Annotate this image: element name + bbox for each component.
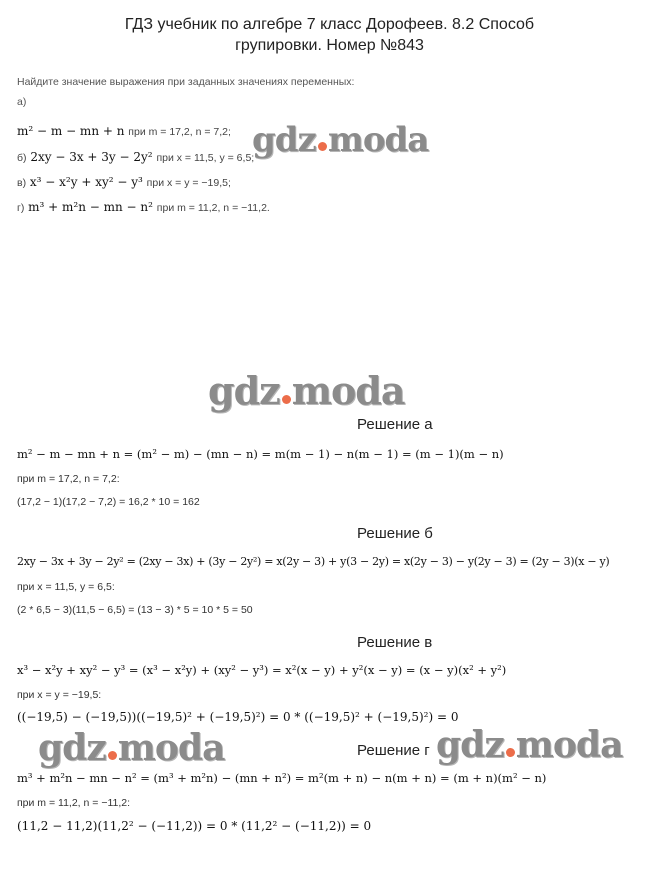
watermark-dot-icon xyxy=(506,748,515,757)
solution-a-cond: при m = 17,2, n = 7,2: xyxy=(17,473,120,485)
solution-c-cond: при x = y = −19,5: xyxy=(17,689,102,701)
task-d xyxy=(17,200,270,214)
solution-b-calc: (2 * 6,5 − 3)(11,5 − 6,5) = (13 − 3) * 5 = 10 * 5 = 50 xyxy=(17,604,253,616)
watermark-dot-icon xyxy=(318,142,327,151)
task-b-cond: при x = 11,5, y = 6,5; xyxy=(156,152,255,164)
solution-a-heading: Решение а xyxy=(357,416,433,433)
page-title xyxy=(0,14,659,56)
watermark-dot-icon xyxy=(108,751,117,760)
solution-d-cond: при m = 11,2, n = −11,2: xyxy=(17,797,131,809)
task-c-cond: при x = y = −19,5; xyxy=(146,177,231,189)
task-b-label: б) xyxy=(17,152,27,164)
task-a xyxy=(17,124,231,138)
task-a-expr: m² − m − mn + n xyxy=(17,124,125,138)
task-d-expr: m³ + m²n − mn − n² xyxy=(28,200,153,214)
solution-a-expr: m² − m − mn + n = (m² − m) − (mn − n) = m(m − 1) − n(m − 1) = (m − 1)(m − n) xyxy=(17,447,504,461)
task-c-label: в) xyxy=(17,177,27,189)
watermark-logo: gdz moda xyxy=(252,120,429,160)
solution-b-cond: при x = 11,5, y = 6,5: xyxy=(17,581,115,593)
task-c-expr: x³ − x²y + xy² − y³ xyxy=(29,175,143,189)
watermark-dot-icon xyxy=(282,395,291,404)
task-b xyxy=(17,150,254,164)
task-d-label: г) xyxy=(17,202,25,214)
task-d-cond: при m = 11,2, n = −11,2. xyxy=(156,202,270,214)
solution-c-calc: ((−19,5) − (−19,5))((−19,5)² + (−19,5)²) = 0 * ((−19,5)² + (−19,5)²) = 0 xyxy=(17,710,459,724)
solution-b-expr: 2xy − 3x + 3y − 2y² = (2xy − 3x) + (3y − 2y²) = x(2y − 3) + y(3 − 2y) = x(2y − 3) − y(2y − 3) = (2y − 3)(x − y) xyxy=(17,555,610,568)
page-title-line1: ГДЗ учебник по алгебре 7 класс Дорофеев. 8.2 Способ xyxy=(124,16,535,33)
task-a-cond: при m = 17,2, n = 7,2; xyxy=(128,126,231,138)
watermark-logo: gdz moda xyxy=(436,724,623,766)
watermark-logo: gdz moda xyxy=(208,368,405,413)
task-c xyxy=(17,175,231,189)
task-intro: Найдите значение выражения при заданных значениях переменных: xyxy=(17,76,355,88)
solution-b-heading: Решение б xyxy=(357,525,433,542)
task-label-a: а) xyxy=(17,96,27,108)
solution-d-heading: Решение г xyxy=(357,742,430,759)
solution-d-calc: (11,2 − 11,2)(11,2² − (−11,2)) = 0 * (11,2² − (−11,2)) = 0 xyxy=(17,819,372,833)
solution-c-heading: Решение в xyxy=(357,634,433,651)
solution-a-calc: (17,2 − 1)(17,2 − 7,2) = 16,2 * 10 = 162 xyxy=(17,496,200,508)
watermark-logo: gdz moda xyxy=(38,727,225,769)
page-title-line2: групировки. Номер №843 xyxy=(235,37,424,54)
task-b-expr: 2xy − 3x + 3y − 2y² xyxy=(30,150,153,164)
solution-d-expr: m³ + m²n − mn − n² = (m³ + m²n) − (mn + n²) = m²(m + n) − n(m + n) = (m + n)(m² − n) xyxy=(17,771,547,785)
solution-c-expr: x³ − x²y + xy² − y³ = (x³ − x²y) + (xy² − y³) = x²(x − y) + y²(x − y) = (x − y)(x² + y²) xyxy=(17,663,507,677)
